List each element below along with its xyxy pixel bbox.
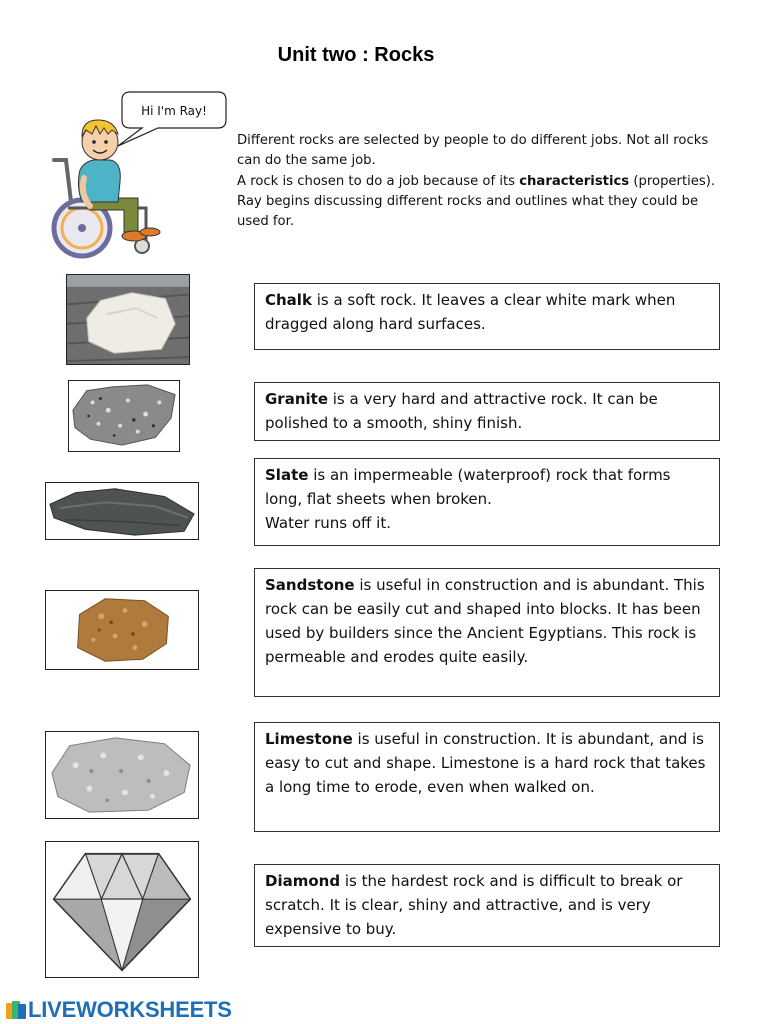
rock-text: is useful in construction. It is abundant, and is easy to cut and shape. Limestone is a hard rock that takes a long time to erode, even when walked on.: [265, 730, 706, 796]
rock-text-extra: Water runs off it.: [265, 514, 391, 532]
intro-line-2: [237, 172, 717, 192]
limestone-rock-image: [45, 731, 199, 819]
granite-rock-image: [68, 380, 180, 452]
rock-name: Limestone: [265, 730, 353, 748]
liveworksheets-logo[interactable]: [4, 996, 232, 1024]
rock-card-sandstone: [254, 568, 720, 697]
rock-card-slate: [254, 458, 720, 546]
rock-description: [265, 387, 711, 435]
liveworksheets-logo-icon: [4, 998, 28, 1022]
rock-text: is an impermeable (waterproof) rock that forms long, flat sheets when broken.: [265, 466, 671, 508]
rock-card-diamond: [254, 864, 720, 947]
rock-name: Diamond: [265, 872, 341, 890]
rock-name: Sandstone: [265, 576, 355, 594]
rock-text: is a very hard and attractive rock. It can be polished to a smooth, shiny finish.: [265, 390, 658, 432]
rock-card-chalk: [254, 283, 720, 350]
ray-wheelchair-illustration: [46, 90, 246, 260]
rock-name: Granite: [265, 390, 328, 408]
intro-line-3: Ray begins discussing different rocks and outlines what they could be used for.: [237, 193, 699, 230]
sandstone-rock-image: [45, 590, 199, 670]
slate-rock-image: [45, 482, 199, 540]
rock-text: is the hardest rock and is difficult to break or scratch. It is clear, shiny and attractive, and is very expensive to buy.: [265, 872, 683, 938]
intro-line-1: Different rocks are selected by people to do different jobs. Not all rocks can do the same job.: [237, 133, 709, 169]
rock-name: Chalk: [265, 291, 312, 309]
rock-name: Slate: [265, 466, 309, 484]
rock-description: [265, 463, 711, 511]
intro-text: [237, 131, 717, 232]
chalk-rock-image: [66, 274, 190, 365]
rock-description: [265, 573, 711, 669]
rock-description: [265, 869, 711, 941]
intro-line-2-post: (properties).: [629, 173, 716, 189]
intro-line-2-pre: A rock is chosen to do a job because of its: [237, 173, 520, 189]
page-title: Unit two : Rocks: [277, 44, 435, 66]
logo-text: LIVEWORKSHEETS: [28, 997, 232, 1022]
rock-card-granite: [254, 382, 720, 441]
ray-character: [46, 90, 246, 260]
rock-text: is a soft rock. It leaves a clear white mark when dragged along hard surfaces.: [265, 291, 676, 333]
speech-bubble-text: Hi I'm Ray!: [141, 104, 207, 118]
rock-description: [265, 727, 711, 799]
characteristics-term: characteristics: [519, 173, 630, 189]
rock-description: [265, 288, 711, 336]
rock-card-limestone: [254, 722, 720, 832]
rock-text: is useful in construction and is abundant. This rock can be easily cut and shaped into blocks. It has been used by builders since the Ancient Egyptians. This rock is permeable and erodes quite easily.: [265, 576, 705, 666]
diamond-image: [45, 841, 199, 978]
